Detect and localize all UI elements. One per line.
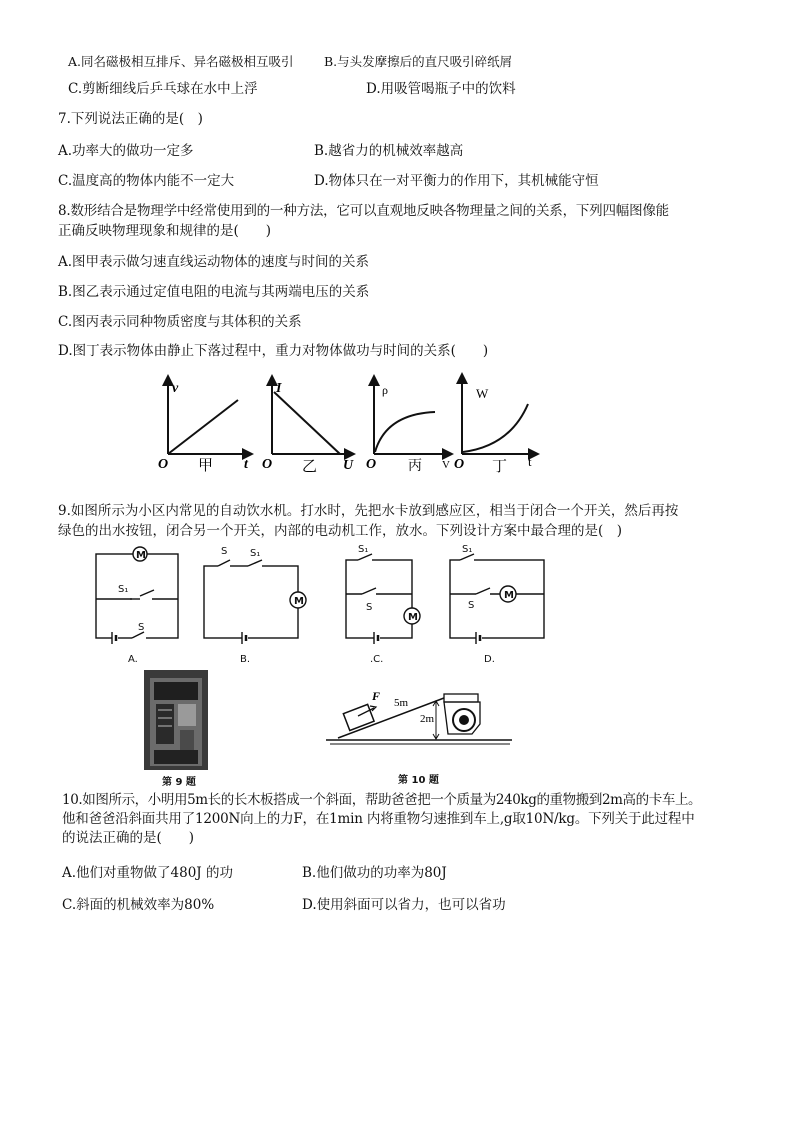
q6-option-d: D.用吸管喝瓶子中的饮料 <box>366 81 516 97</box>
board-length-label: 5m <box>394 697 409 709</box>
graph-ding <box>454 378 534 475</box>
circuit-a-s: S <box>138 622 145 633</box>
q7-option-c: C.温度高的物体内能不一定大 <box>58 173 235 189</box>
graph-yi <box>262 380 354 475</box>
circuit-b-s: S <box>221 546 228 557</box>
graph-yi-origin: O <box>262 457 273 472</box>
graph-bing <box>366 380 450 474</box>
circuit-b-motor: M <box>294 596 304 607</box>
graph-bing-name: 丙 <box>408 458 422 474</box>
q8-graphs <box>150 372 550 475</box>
graph-yi-ylabel: I <box>276 381 282 396</box>
q6-option-c: C.剪断细线后乒乓球在水中上浮 <box>68 81 258 97</box>
q8-option-a: A.图甲表示做匀速直线运动物体的速度与时间的关系 <box>58 254 370 270</box>
circuit-c <box>346 554 420 644</box>
q8-option-c: C.图丙表示同种物质密度与其体积的关系 <box>58 314 302 330</box>
q8-option-d: D.图丁表示物体由静止下落过程中，重力对物体做功与时间的关系( ) <box>58 343 489 359</box>
circuit-c-label: .C. <box>370 654 384 665</box>
circuit-d-s: S <box>468 600 475 611</box>
circuit-d <box>450 554 544 644</box>
q8-stem-line2: 正确反映物理现象和规律的是( ) <box>58 223 272 239</box>
graph-jia-name: 甲 <box>198 456 214 474</box>
q7-option-a: A.功率大的做功一定多 <box>58 143 194 159</box>
graph-yi-xlabel: U <box>343 458 354 473</box>
graph-bing-origin: O <box>366 457 377 472</box>
graph-jia <box>158 380 249 474</box>
water-dispenser-photo <box>144 670 208 770</box>
graph-jia-xlabel: t <box>244 457 248 472</box>
graph-yi-name: 乙 <box>302 457 318 475</box>
circuit-d-s1: S₁ <box>462 544 473 555</box>
q10-stem-line2: 他和爸爸沿斜面共用了1200N向上的力F，在1min 内将重物匀速推到车上,g取10N/kg。下列关于此过程中 <box>62 811 695 827</box>
q10-option-b: B.他们做功的功率为80J <box>302 865 447 881</box>
circuit-c-s1: S₁ <box>358 544 369 555</box>
q10-stem-line1: 10.如图所示，小明用5m长的长木板搭成一个斜面，帮助爸爸把一个质量为240kg的重物搬到2m高的卡车上。 <box>62 792 702 808</box>
graph-jia-ylabel: v <box>172 381 179 396</box>
q8-option-b: B.图乙表示通过定值电阻的电流与其两端电压的关系 <box>58 284 370 300</box>
figure-9-caption: 第 9 题 <box>162 777 196 788</box>
circuit-d-label: D. <box>484 654 495 665</box>
circuit-a-s1: S₁ <box>118 584 129 595</box>
q9-stem-line2: 绿色的出水按钮，闭合另一个开关，内部的电动机工作，放水。下列设计方案中最合理的是( ) <box>58 523 623 539</box>
graph-yi-line <box>274 392 340 454</box>
q10-option-a: A.他们对重物做了480J 的功 <box>62 865 234 881</box>
figure-10-caption: 第 10 题 <box>398 775 439 786</box>
circuit-a-label: A. <box>128 654 138 665</box>
circuit-d-motor: M <box>504 590 514 601</box>
graph-bing-xlabel: V <box>442 459 450 471</box>
graph-jia-origin: O <box>158 457 169 472</box>
graph-ding-xlabel: t <box>528 454 532 469</box>
incline-truck-figure <box>324 684 514 748</box>
graph-bing-ylabel: ρ <box>382 383 388 397</box>
q9-stem-line1: 9.如图所示为小区内常见的自动饮水机。打水时，先把水卡放到感应区，相当于闭合一个开关，然后再按 <box>58 503 679 519</box>
circuit-b-s1: S₁ <box>250 548 261 559</box>
q8-stem-line1: 8.数形结合是物理学中经常使用到的一种方法，它可以直观地反映各物理量之间的关系，下列四幅图像能 <box>58 203 669 219</box>
graph-ding-curve <box>463 404 528 452</box>
graph-ding-ylabel: W <box>476 386 489 401</box>
graph-jia-line <box>168 400 238 454</box>
q6-option-a: A.同名磁极相互排斥、异名磁极相互吸引 <box>68 54 294 69</box>
q7-stem: 7.下列说法正确的是( ) <box>58 111 203 127</box>
graph-ding-name: 丁 <box>492 457 508 475</box>
q6-option-b: B.与头发摩擦后的直尺吸引碎纸屑 <box>324 54 513 69</box>
height-label: 2m <box>420 713 435 725</box>
circuit-c-s: S <box>366 602 373 613</box>
graph-bing-curve <box>375 412 435 452</box>
circuit-a-motor: M <box>136 550 146 561</box>
circuit-b <box>204 560 306 644</box>
force-label: F <box>372 689 381 703</box>
q10-stem-line3: 的说法正确的是( ) <box>62 830 195 846</box>
q10-option-d: D.使用斜面可以省力，也可以省功 <box>302 897 506 913</box>
q9-circuits <box>90 544 550 666</box>
circuit-c-motor: M <box>408 612 418 623</box>
q7-option-b: B.越省力的机械效率越高 <box>314 143 464 159</box>
circuit-b-label: B. <box>240 654 251 665</box>
graph-ding-origin: O <box>454 457 465 472</box>
circuit-a <box>96 547 178 644</box>
q10-option-c: C.斜面的机械效率为80% <box>62 897 215 913</box>
q7-option-d: D.物体只在一对平衡力的作用下，其机械能守恒 <box>314 173 599 189</box>
